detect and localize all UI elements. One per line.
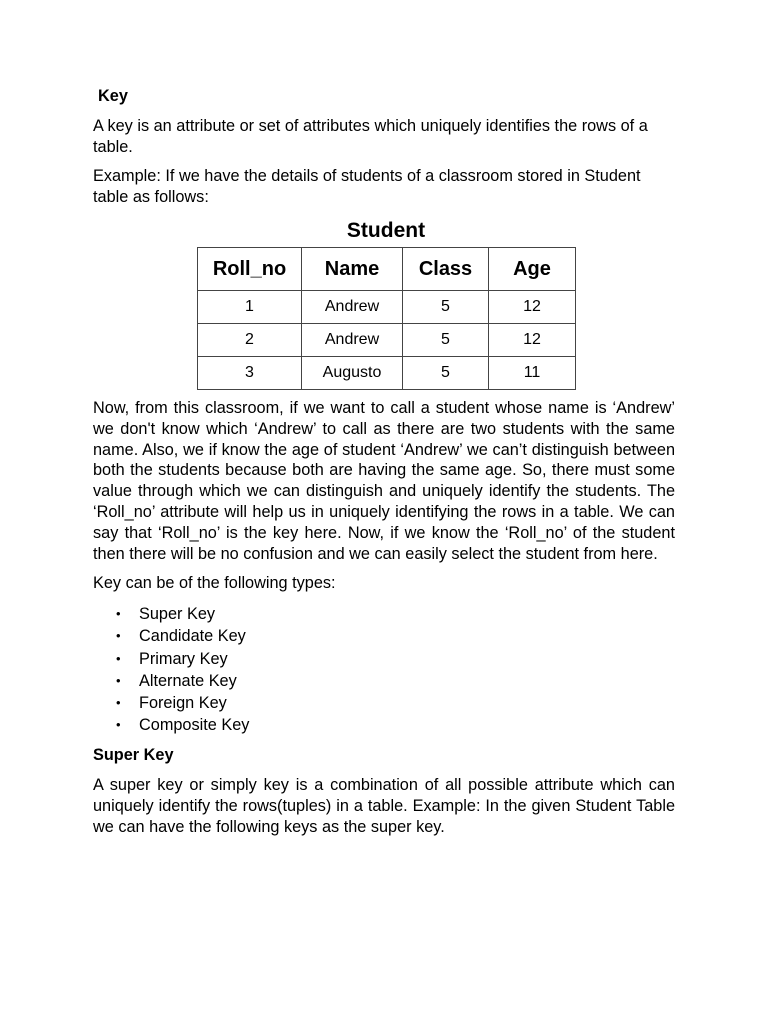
list-item (93, 648, 675, 670)
cell-age: 12 (489, 290, 576, 323)
bullet-icon: • (116, 650, 121, 666)
student-table (197, 247, 576, 390)
cell-roll-no: 3 (198, 356, 302, 389)
list-item (93, 714, 675, 736)
table-row (198, 290, 576, 323)
cell-roll-no: 2 (198, 323, 302, 356)
key-definition: A key is an attribute or set of attributes which uniquely identifies the rows of a table. (93, 116, 648, 156)
cell-class: 5 (403, 323, 489, 356)
list-item (93, 625, 675, 647)
column-header-age: Age (489, 247, 576, 290)
column-header-class: Class (403, 247, 489, 290)
list-item (93, 692, 675, 714)
bullet-icon: • (116, 717, 121, 733)
cell-name: Augusto (302, 356, 403, 389)
key-heading: Key (98, 87, 128, 105)
key-types-list (93, 603, 675, 736)
bullet-icon: • (116, 694, 121, 710)
list-item-label: Foreign Key (139, 693, 227, 712)
super-key-heading: Super Key (93, 746, 174, 765)
document-page (93, 86, 675, 847)
table-row (198, 323, 576, 356)
cell-age: 12 (489, 323, 576, 356)
list-item-label: Super Key (139, 605, 216, 624)
bullet-icon: • (116, 606, 121, 622)
key-types-intro: Key can be of the following types: (93, 574, 336, 593)
explanation-paragraph: Now, from this classroom, if we want to call a student whose name is ‘Andrew’ we don't know which ‘Andrew’ to call as there are two students with the same name. Also, we if know the age of student ‘Andrew’ we can’t distinguish between both the students because both are having the same age. So, there must some value through which we can distinguish and uniquely identify the students. The ‘Roll_no’ attribute will help us in uniquely identifying the rows in a table. We can say that ‘Roll_no’ is the key here. Now, if we know the ‘Roll_no’ of the student then there will be no confusion and we can easily select the student from here. (93, 398, 675, 563)
list-item (93, 603, 675, 625)
student-table-figure (93, 217, 675, 390)
list-item-label: Alternate Key (139, 671, 237, 690)
bullet-icon: • (116, 628, 121, 644)
cell-age: 11 (489, 356, 576, 389)
example-intro: Example: If we have the details of students of a classroom stored in Student table as follows: (93, 167, 641, 207)
column-header-roll-no: Roll_no (198, 247, 302, 290)
list-item-label: Candidate Key (139, 627, 246, 646)
bullet-icon: • (116, 672, 121, 688)
list-item-label: Composite Key (139, 716, 250, 735)
cell-name: Andrew (302, 323, 403, 356)
table-header-row (198, 247, 576, 290)
cell-roll-no: 1 (198, 290, 302, 323)
cell-class: 5 (403, 290, 489, 323)
column-header-name: Name (302, 247, 403, 290)
list-item-label: Primary Key (139, 649, 228, 668)
student-table-title: Student (346, 218, 426, 242)
table-row (198, 356, 576, 389)
super-key-paragraph: A super key or simply key is a combination of all possible attribute which can uniquely identify the rows(tuples) in a table. Example: In the given Student Table we can have the following keys as the super key. (93, 776, 675, 836)
cell-class: 5 (403, 356, 489, 389)
cell-name: Andrew (302, 290, 403, 323)
list-item (93, 670, 675, 692)
